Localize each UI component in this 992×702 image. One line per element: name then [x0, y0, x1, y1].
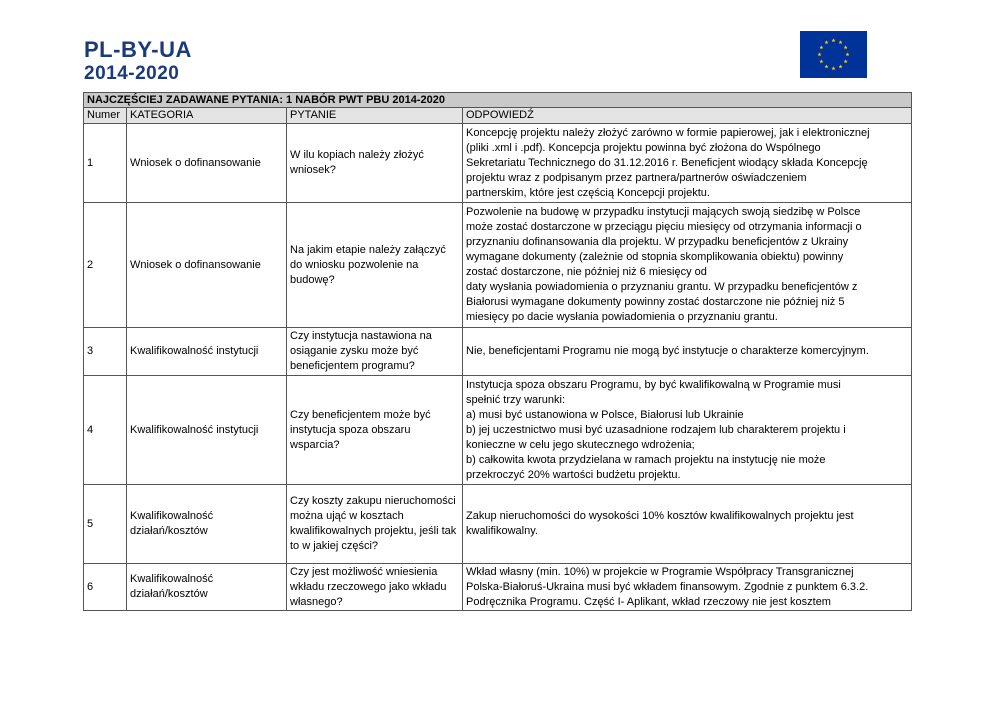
answer-line: Koncepcję projektu należy złożyć zarówno w formie papierowej, jak i elektronicznej [466, 126, 870, 139]
header-numer: Numer [84, 108, 127, 124]
row-question: Czy instytucja nastawiona na osiąganie zysku może być beneficjentem programu? [287, 328, 463, 376]
row-answer [463, 328, 912, 376]
flag-star-icon [825, 40, 829, 44]
answer-line: Zakup nieruchomości do wysokości 10% kosztów kwalifikowalnych projektu jest [466, 510, 854, 522]
row-answer [463, 485, 912, 564]
header-kategoria: KATEGORIA [127, 108, 287, 124]
row-number: 6 [84, 564, 127, 611]
table-header-row [84, 108, 912, 124]
row-number: 2 [84, 203, 127, 328]
faq-table [83, 92, 912, 611]
answer-line: Podręcznika Programu. Część I- Aplikant, wkład rzeczowy nie jest kosztem [466, 595, 831, 608]
row-question: Czy beneficjentem może być instytucja spoza obszaru wsparcia? [287, 376, 463, 485]
row-category: Kwalifikowalność instytucji [127, 328, 287, 376]
answer-line: kwalifikowalny. [466, 525, 538, 537]
flag-star-icon [844, 59, 848, 63]
table-row [84, 376, 912, 485]
row-number: 1 [84, 124, 127, 203]
flag-star-icon [839, 40, 843, 44]
answer-line: Białorusi wymagane dokumenty powinny zostać dostarczone nie później niż 5 [466, 296, 845, 308]
flag-star-icon [844, 45, 848, 49]
answer-line: przekroczyć 20% wartości budżetu projektu. [466, 468, 681, 481]
answer-line: Sekretariatu Technicznego do 31.12.2016 r. Beneficjent wiodący składa Koncepcję [466, 156, 868, 169]
flag-star-icon [832, 66, 836, 70]
answer-line: Wkład własny (min. 10%) w projekcie w Programie Współpracy Transgranicznej [466, 565, 854, 578]
row-answer [463, 564, 912, 611]
answer-line: b) jej uczestnictwo musi być uzasadnione rodzajem lub charakterem projektu i [466, 423, 846, 436]
flag-star-icon [818, 52, 822, 56]
table-title: NAJCZĘŚCIEJ ZADAWANE PYTANIA: 1 NABÓR PWT PBU 2014-2020 [84, 93, 912, 108]
flag-star-icon [832, 38, 836, 42]
answer-line: miesięcy po dacie wysłania powiadomienia o przyznaniu grantu. [466, 311, 778, 323]
answer-line: projektu wraz z podpisanym przez partnera/partnerów oświadczeniem [466, 171, 807, 184]
answer-line: daty wysłania powiadomienia o przyznaniu grantu. W przypadku beneficjentów z [466, 281, 858, 293]
table-row [84, 485, 912, 564]
table-title-row [84, 93, 912, 108]
table-row [84, 328, 912, 376]
row-question: Czy jest możliwość wniesienia wkładu rzeczowego jako wkładu własnego? [287, 564, 463, 611]
row-question: W ilu kopiach należy złożyć wniosek? [287, 124, 463, 203]
table-row [84, 203, 912, 328]
answer-line: przyznaniu dofinansowania dla projektu. W przypadku beneficjentów z Ukrainy [466, 236, 849, 248]
flag-star-icon [819, 59, 823, 63]
logo-line-2: 2014-2020 [84, 63, 180, 84]
flag-star-icon [839, 65, 843, 69]
answer-line: może zostać dostarczone w przeciągu pięciu miesięcy od otrzymania informacji o [466, 221, 862, 233]
row-answer [463, 203, 912, 328]
row-category: Kwalifikowalność działań/kosztów [127, 485, 287, 564]
answer-line: partnerskim, które jest częścią Koncepcji projektu. [466, 186, 710, 199]
row-number: 3 [84, 328, 127, 376]
row-category: Wniosek o dofinansowanie [127, 124, 287, 203]
flag-star-icon [819, 45, 823, 49]
table-row [84, 124, 912, 203]
row-question: Na jakim etapie należy załączyć do wniosku pozwolenie na budowę? [287, 203, 463, 328]
answer-line: zostać dostarczone, nie później niż 6 miesięcy od [466, 266, 707, 278]
answer-line: konieczne w celu jego skutecznego wdrożenia; [466, 438, 695, 451]
row-question: Czy koszty zakupu nieruchomości można ująć w kosztach kwalifikowalnych projektu, jeśli tak to w jakiej części? [287, 485, 463, 564]
row-category: Kwalifikowalność instytucji [127, 376, 287, 485]
table-row [84, 564, 912, 611]
answer-line: wymagane dokumenty (zależnie od stopnia skomplikowania obiektu) powinny [466, 251, 844, 263]
row-category: Kwalifikowalność działań/kosztów [127, 564, 287, 611]
answer-line: b) całkowita kwota przydzielana w ramach projektu na instytucję nie może [466, 453, 826, 466]
row-number: 4 [84, 376, 127, 485]
row-number: 5 [84, 485, 127, 564]
answer-line: Nie, beneficjentami Programu nie mogą być instytucje o charakterze komercyjnym. [466, 345, 869, 357]
header-pytanie: PYTANIE [287, 108, 463, 124]
program-logo [84, 38, 264, 88]
row-category: Wniosek o dofinansowanie [127, 203, 287, 328]
answer-line: (pliki .xml i .pdf). Koncepcja projektu powinna być złożona do Wspólnego [466, 141, 821, 154]
eu-flag-icon [800, 31, 867, 78]
row-answer [463, 376, 912, 485]
answer-line: Polska-Białoruś-Ukraina musi być wkładem finansowym. Zgodnie z punktem 6.3.2. [466, 580, 869, 593]
row-answer [463, 124, 912, 203]
flag-star-icon [825, 65, 829, 69]
answer-line: a) musi być ustanowiona w Polsce, Białorusi lub Ukrainie [466, 408, 744, 421]
flag-star-icon [846, 52, 850, 56]
answer-line: Instytucja spoza obszaru Programu, by być kwalifikowalną w Programie musi [466, 378, 841, 391]
header-odpowiedz: ODPOWIEDŹ [463, 108, 912, 124]
logo-line-1: PL-BY-UA [84, 37, 192, 62]
answer-line: spełnić trzy warunki: [466, 393, 566, 406]
answer-line: Pozwolenie na budowę w przypadku instytucji mających swoją siedzibę w Polsce [466, 206, 861, 218]
